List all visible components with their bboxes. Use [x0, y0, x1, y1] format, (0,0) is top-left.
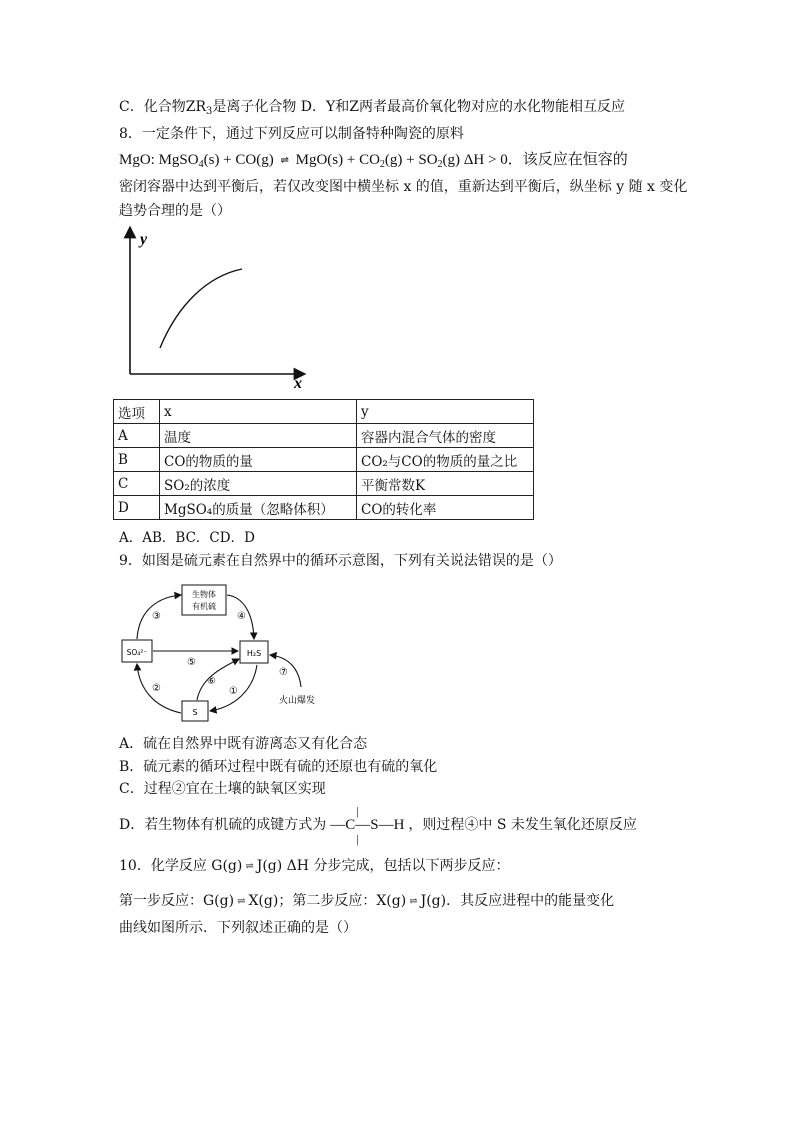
q7-option-cd: C．化合物$ZR_3$是离子化合物 D．Y和Z两者最高价氧化物对应的水化物能相互反应 [119, 99, 626, 117]
svg-text:SO₄²⁻: SO₄²⁻ [126, 648, 148, 657]
svg-text:S: S [192, 708, 198, 717]
svg-text:⑦: ⑦ [279, 667, 288, 678]
q9-option-a: A．硫在自然界中既有游离态又有化合态 [119, 736, 368, 752]
q8-line2: 密闭容器中达到平衡后，若仅改变图中横坐标 x 的值，重新达到平衡后，纵坐标 y 随 x 变化 [119, 179, 688, 195]
x-label: x [294, 375, 302, 392]
q9-option-b: B．硫元素的循环过程中既有硫的还原也有硫的氧化 [119, 759, 438, 775]
table-row: B CO的物质的量 CO₂与CO的物质的量之比 [114, 448, 534, 472]
equilibrium-arrow-icon: ⇌ [245, 861, 254, 872]
bond-structure: | —C—S—H | [330, 804, 405, 846]
q9-option-d: D．若生物体有机硫的成键方式为 | —C—S—H | ，则过程④中 S 未发生氧化还原反应 [119, 804, 637, 846]
svg-text:⑥: ⑥ [207, 676, 216, 687]
svg-text:②: ② [152, 683, 161, 694]
y-label: y [140, 231, 148, 248]
q8-equation: MgO: MgSO$_4$(s) + CO(g) ⇌ $MgO(s) + CO_2(g) + SO_2(g) \Delta H > 0$．该反应在恒容的 [119, 152, 628, 170]
q9-stem: 9．如图是硫元素在自然界中的循环示意图，下列有关说法错误的是（） [119, 553, 562, 569]
equilibrium-arrow-icon: ⇌ [280, 155, 289, 166]
q8-options-table [113, 399, 534, 520]
svg-text:H₂S: H₂S [246, 649, 262, 658]
q8-stem: 8．一定条件下，通过下列反应可以制备特种陶瓷的原料 [119, 126, 464, 142]
svg-text:⑤: ⑤ [187, 657, 196, 668]
q10-line3: 曲线如图所示．下列叙述正确的是（） [119, 920, 357, 936]
q10-stem: 10．化学反应 G(g) ⇌ J(g) ΔH 分步完成，包括以下两步反应： [119, 858, 510, 874]
svg-text:③: ③ [152, 611, 161, 622]
table-header-row: 选项 x y [114, 400, 534, 424]
svg-text:火山爆发: 火山爆发 [279, 696, 316, 706]
q8-graph [118, 224, 310, 392]
svg-text:①: ① [229, 686, 238, 697]
q9-option-c: C．过程②宜在土壤的缺氧区实现 [119, 781, 326, 797]
svg-text:④: ④ [237, 611, 246, 622]
svg-text:有机硫: 有机硫 [192, 602, 216, 611]
table-row: C SO₂的浓度 平衡常数K [114, 472, 534, 496]
q8-line3: 趋势合理的是（） [119, 203, 231, 219]
curve [160, 269, 242, 348]
table-row: D MgSO₄的质量（忽略体积） CO的转化率 [114, 496, 534, 520]
q10-steps: 第一步反应：G(g) ⇌ X(g)；第二步反应：X(g) ⇌ J(g)．其反应进程中的能量变化 [119, 893, 615, 909]
svg-text:生物体: 生物体 [192, 590, 216, 599]
table-row: A 温度 容器内混合气体的密度 [114, 424, 534, 448]
equilibrium-arrow-icon: ⇌ [237, 896, 246, 907]
q8-answer-options: A．AB．BC．CD．D [119, 530, 255, 546]
equilibrium-arrow-icon: ⇌ [409, 896, 418, 907]
q9-sulfur-cycle-diagram [119, 579, 329, 725]
